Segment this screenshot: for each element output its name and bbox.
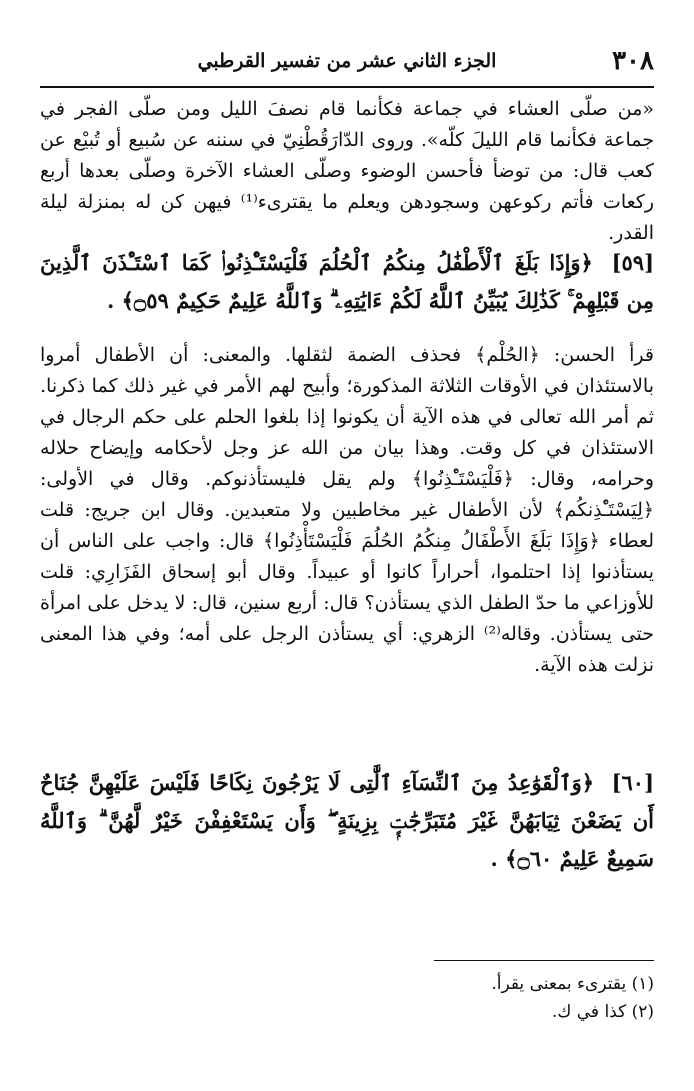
paragraph-1: «من صلّى العشاء في جماعة فكأنما قام نصفَ الليل ومن صلّى الفجر في جماعة فكأنما قام الليلَ كلّه». وروى الدّارَقُطْنِيّ في سننه عن سُبيع أو تُبيْع عن كعب قال: من توضأ فأحسن الوضوء وصلّى العشاء الآخرة وصلّى بعدها أربع ركعات فأتم ركوعهن وسجودهن ويعلم ما يقترىء⁽¹⁾ فيهن كن له بمنزلة ليلة القدر. — [40, 98, 654, 244]
verse-60-number: [٦٠] — [611, 770, 654, 795]
paragraph-2: قرأ الحسن: ﴿الحُلْم﴾ فحذف الضمة لثقلها. والمعنى: أن الأطفال أمروا بالاستئذان في الأوقات الثلاثة المذكورة؛ وأبيح لهم الأمر في غير ذلك كما ذكرنا. ثم أمر الله تعالى في هذه الآية أن يكونوا إذا بلغوا الحلم على حكم الرجال في الاستئذان في كل وقت. وهذا بيان من الله عز وجل لأحكامه وإيضاح حلاله وحرامه، وقال: ﴿فَلْيَسْتَـْٔذِنُوا﴾ ولم يقل فليستأذنوكم. وقال في الأولى: ﴿لِيَسْتَـْٔذِنكُم﴾ لأن الأطفال غير مخاطبين ولا متعبدين. وقال ابن جريج: قلت لعطاء ﴿وَإِذَا بَلَغَ الأَطْفَالُ مِنكُمُ الحُلُمَ فَلْيَسْتَأْذِنُوا﴾ قال: واجب على الناس أن يستأذنوا إذا احتلموا، أحراراً كانوا أو عبيداً. وقال أبو إسحاق الفَزَارِي: قلت للأوزاعي ما حدّ الطفل الذي يستأذن؟ قال: أربع سنين، قال: لا يدخل على امرأة حتى يستأذن. وقاله⁽²⁾ الزهري: أي يستأذن الرجل على أمه؛ وفي هذا المعنى نزلت هذه الآية. — [40, 344, 654, 676]
footnote-2: (٢) كذا في ك. — [551, 1002, 654, 1022]
verse-60 — [40, 764, 654, 878]
page-header — [40, 40, 654, 88]
footnotes — [200, 970, 654, 1026]
verse-59 — [40, 244, 654, 320]
running-title: الجزء الثاني عشر من تفسير القرطبي — [197, 50, 497, 72]
verse-59-number: [٥٩] — [611, 250, 654, 275]
paragraph-2-block — [40, 340, 654, 681]
footnote-1: (١) يقترىء بمعنى يقرأ. — [491, 974, 654, 994]
verse-59-text: ﴿وَإِذَا بَلَغَ ٱلْأَطْفَٰلُ مِنكُمُ ٱلْحُلُمَ فَلْيَسْتَـْٔذِنُوا۟ كَمَا ٱسْتَـْٔذَنَ ٱلَّذِينَ مِن قَبْلِهِمْ ۚ كَذَٰلِكَ يُبَيِّنُ ٱللَّهُ لَكُمْ ءَايَٰتِهِۦ ۗ وَٱللَّهُ عَلِيمٌ حَكِيمٌ ۝٥٩﴾ . — [40, 250, 654, 313]
verse-60-text: ﴿وَٱلْقَوَٰعِدُ مِنَ ٱلنِّسَآءِ ٱلَّٰتِى لَا يَرْجُونَ نِكَاحًا فَلَيْسَ عَلَيْهِنَّ جُنَاحٌ أَن يَضَعْنَ ثِيَابَهُنَّ غَيْرَ مُتَبَرِّجَٰتٍۭ بِزِينَةٍ ۖ وَأَن يَسْتَعْفِفْنَ خَيْرٌ لَّهُنَّ ۗ وَٱللَّهُ سَمِيعٌ عَلِيمٌ ۝٦٠﴾ . — [40, 770, 654, 871]
page-number: ٣٠٨ — [612, 46, 654, 76]
footnote-divider — [434, 960, 654, 961]
paragraph-1-block — [40, 94, 654, 249]
